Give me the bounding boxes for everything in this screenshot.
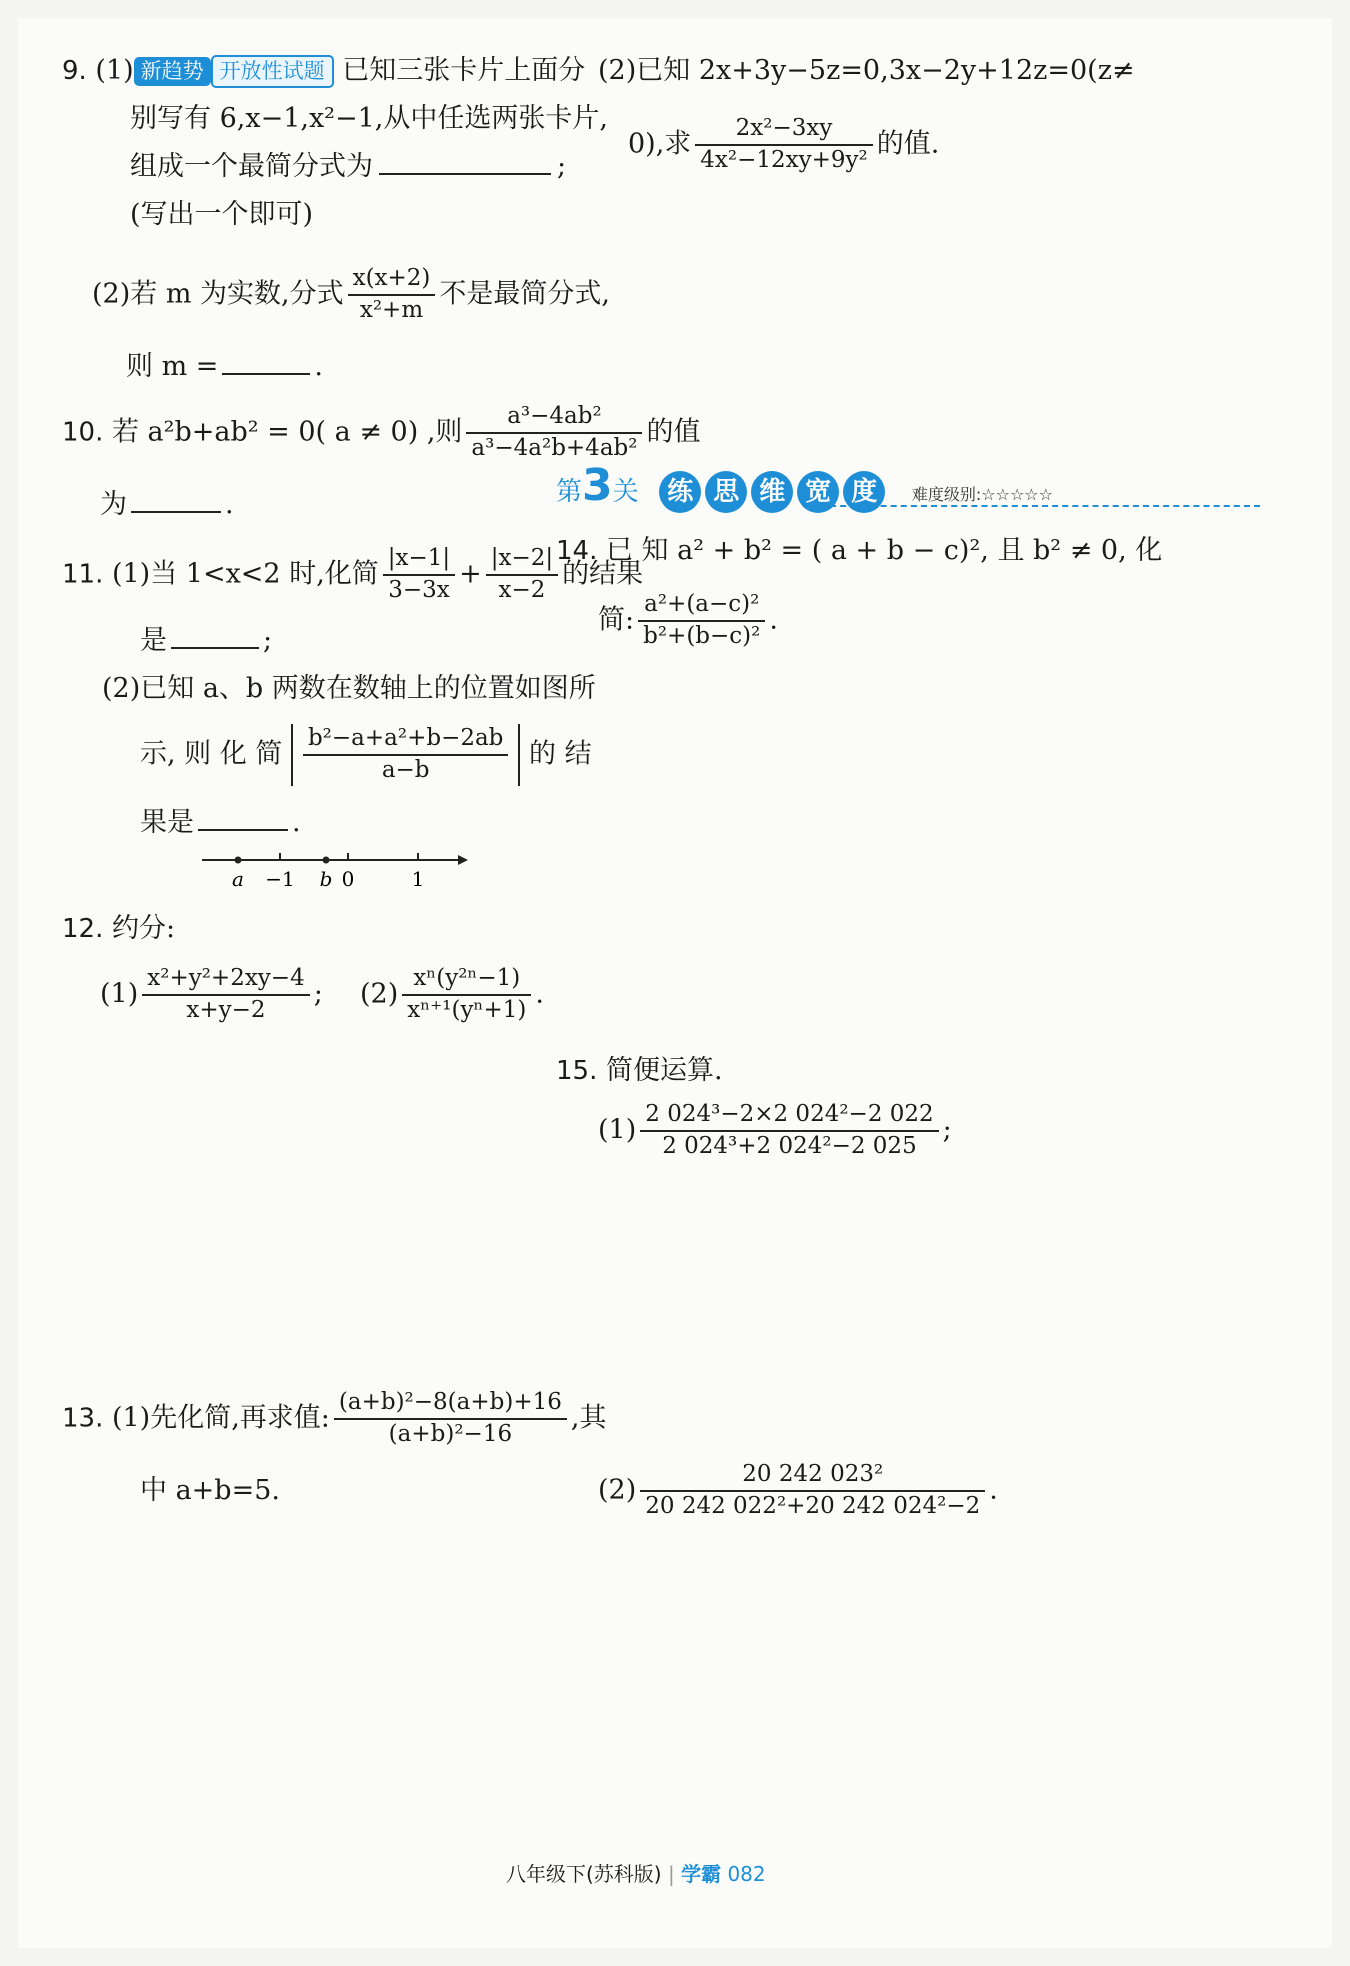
q14-fraction [638,590,765,652]
q9-part1-label: (1) [95,55,134,86]
q15-part1-label: (1) [598,1114,637,1146]
q11-fraction-3-denominator: a−b [381,756,430,783]
q12-part2-label: (2) [360,978,399,1010]
q10-period: . [225,489,234,520]
q14-number: 14. [556,536,598,566]
difficulty-label: 难度级别: [911,485,982,504]
q10-line1 [62,402,700,464]
axis-label-minus-1: −1 [265,867,295,891]
q12-title [62,912,175,946]
footer-separator: | [667,1862,675,1886]
section-char-3: 维 [751,471,793,513]
q14-fraction-denominator: b²+(b−c)² [643,622,761,649]
q13-fraction-denominator: (a+b)²−16 [388,1420,513,1447]
open-question-tag: 开放性试题 [211,55,334,87]
q14-period: . [769,604,778,636]
q13b-fraction-numerator: 2x²−3xy [695,114,872,146]
footer-grade: 八年级下(苏科版) [506,1862,662,1886]
q13b-fraction-denominator: 4x²−12xy+9y² [700,146,868,173]
q12-part1-label: (1) [100,978,139,1010]
q15-title-text: 简便运算. [605,1055,723,1086]
q11-semicolon: ; [263,625,273,656]
section-char-1: 练 [659,471,701,513]
q11-fraction-1-denominator: 3−3x [388,576,450,603]
q12-fraction-1-numerator: x²+y²+2xy−4 [142,964,309,996]
q9-answer-blank-1[interactable] [379,151,551,175]
q13b-line1: (2)已知 2x+3y−5z=0,3x−2y+12z=0(z≠ [598,55,1135,86]
section-number: 3 [582,460,613,511]
section-char-5: 度 [843,471,885,513]
q12-semicolon: ; [313,978,323,1010]
q13b-fraction [695,114,872,176]
q15-title [556,1054,723,1088]
q15-fraction-2-numerator: 20 242 023² [640,1460,985,1492]
q11-part2-line1: (2)已知 a、b 两数在数轴上的位置如图所 [102,673,596,704]
q15-fraction-1 [640,1100,938,1162]
q11-part2-line3 [140,806,301,840]
q13-text: (1)先化简,再求值: [111,1402,330,1434]
footer-page-number: 082 [727,1862,766,1886]
q10-text-end: 的值 [646,416,701,448]
q9-line4: (写出一个即可) [130,199,314,230]
axis-label-1: 1 [411,867,425,891]
q12-part2 [360,964,544,1026]
q13-text-end: ,其 [570,1402,607,1434]
number-line [196,846,496,892]
q11-shi: 是 [140,625,167,656]
q9-line2: 别写有 6,x−1,x²−1,从中任选两张卡片, [130,103,608,134]
q14-jian: 简: [598,604,635,636]
difficulty-stars: ☆☆☆☆☆ [981,485,1053,504]
q14-text: 已 知 a² + b² = ( a + b − c)², 且 b² ≠ 0, 化 [605,535,1163,566]
q15-semicolon: ; [942,1114,952,1146]
q14-line2 [598,590,778,652]
q11-plus: + [459,558,482,590]
point-b [323,857,330,864]
q9-period: . [314,351,323,382]
footer-brand: 学霸 [681,1862,722,1886]
q15-part2 [598,1460,998,1522]
q11-result-label: 果是 [140,807,194,838]
q15-fraction-1-denominator: 2 024³+2 024²−2 025 [662,1132,917,1159]
q15-part2-label: (2) [598,1474,637,1506]
q15-fraction-1-numerator: 2 024³−2×2 024²−2 022 [640,1100,938,1132]
section-divider [820,505,1260,507]
q9-text-3: 组成一个最简分式为 [130,151,373,182]
q11-answer-blank-1[interactable] [171,625,259,649]
q11-fraction-2-denominator: x−2 [498,576,546,603]
q11-fraction-3-numerator: b²−a+a²+b−2ab [303,724,508,756]
q13b-line2 [628,114,939,176]
new-trend-tag: 新趋势 [134,57,211,85]
section-char-4: 宽 [797,471,839,513]
q9-fraction-denominator: x²+m [359,296,424,323]
q12-period: . [535,978,544,1010]
section-char-2: 思 [705,471,747,513]
q14-fraction-numerator: a²+(a−c)² [638,590,765,622]
q9-number: 9. [62,56,87,86]
axis-label-b: b [319,867,333,891]
axis-label-0: 0 [341,867,355,891]
q12-fraction-2-denominator: xⁿ⁺¹(yⁿ+1) [407,996,527,1023]
q9-semicolon: ; [557,151,567,182]
q10-fraction-denominator: a³−4a²b+4ab² [471,434,638,461]
q11-part2-text-end: 的 结 [529,738,592,770]
q9-m-label: 则 m = [126,351,219,382]
q9-text-1: 已知三张卡片上面分 [342,55,586,86]
q15-number: 15. [556,1056,598,1086]
q13-line1 [62,1388,606,1450]
q11-fraction-1-numerator: |x−1| [383,544,455,576]
q11-fraction-2 [486,544,558,606]
q9-part2-text: (2)若 m 为实数,分式 [92,278,344,310]
q11-number: 11. [62,559,104,590]
q9-fraction [348,264,436,326]
axis-label-a: a [232,867,244,891]
q10-line2 [100,488,234,522]
q11-absolute-value [291,724,520,786]
q11-fraction-1 [383,544,455,606]
q11-answer-blank-2[interactable] [198,807,288,831]
q12-part1 [100,964,323,1026]
q13-fraction-numerator: (a+b)²−8(a+b)+16 [334,1388,567,1420]
q11-fraction-2-numerator: |x−2| [486,544,558,576]
point-a [235,857,242,864]
q12-fraction-1-denominator: x+y−2 [186,996,266,1023]
q11-fraction-3 [303,724,508,786]
q15-fraction-2 [640,1460,985,1522]
section-guan: 关 [612,477,639,507]
q9-part2 [92,264,610,326]
q11-part1-text-end: 的结果 [562,558,644,590]
q9-part2-text-end: 不是最简分式, [439,278,610,310]
q15-part1 [598,1100,952,1162]
q12-number: 12. [62,914,104,944]
q13-line2: 中 a+b=5. [140,1475,280,1506]
number-line-arrow [458,855,468,865]
q9-line1 [62,54,585,88]
q12-fraction-1 [142,964,309,1026]
q9-fraction-numerator: x(x+2) [348,264,436,296]
q11-part2-line2 [140,724,592,786]
q11-part1-text: (1)当 1<x<2 时,化简 [111,558,379,590]
q15-period: . [989,1474,998,1506]
q11-line2 [140,624,272,658]
q15-fraction-2-denominator: 20 242 022²+20 242 024²−2 [645,1492,981,1519]
q13b-text: 0),求 [628,128,692,160]
q10-text: 若 a²b+ab² = 0( a ≠ 0) ,则 [111,416,463,448]
section-di: 第 [556,477,583,507]
footer [506,1858,766,1887]
q13-number: 13. [62,1403,104,1434]
q10-fraction-numerator: a³−4ab² [466,402,642,434]
q13-fraction [334,1388,567,1450]
q9-line3 [130,150,566,184]
q10-number: 10. [62,417,104,448]
q9-answer-blank-2[interactable] [222,351,310,375]
q10-fraction [466,402,642,464]
q10-answer-blank[interactable] [131,489,221,513]
q11-period: . [292,807,301,838]
q12-fraction-2 [402,964,531,1026]
q13b-text-end: 的值. [876,128,940,160]
q12-fraction-2-numerator: xⁿ(y²ⁿ−1) [402,964,531,996]
q9-part2-line2 [126,350,323,384]
q12-title-text: 约分: [111,913,176,944]
q11-part2-text: 示, 则 化 简 [140,738,283,770]
q14-line1 [556,534,1162,568]
q10-wei: 为 [100,489,127,520]
